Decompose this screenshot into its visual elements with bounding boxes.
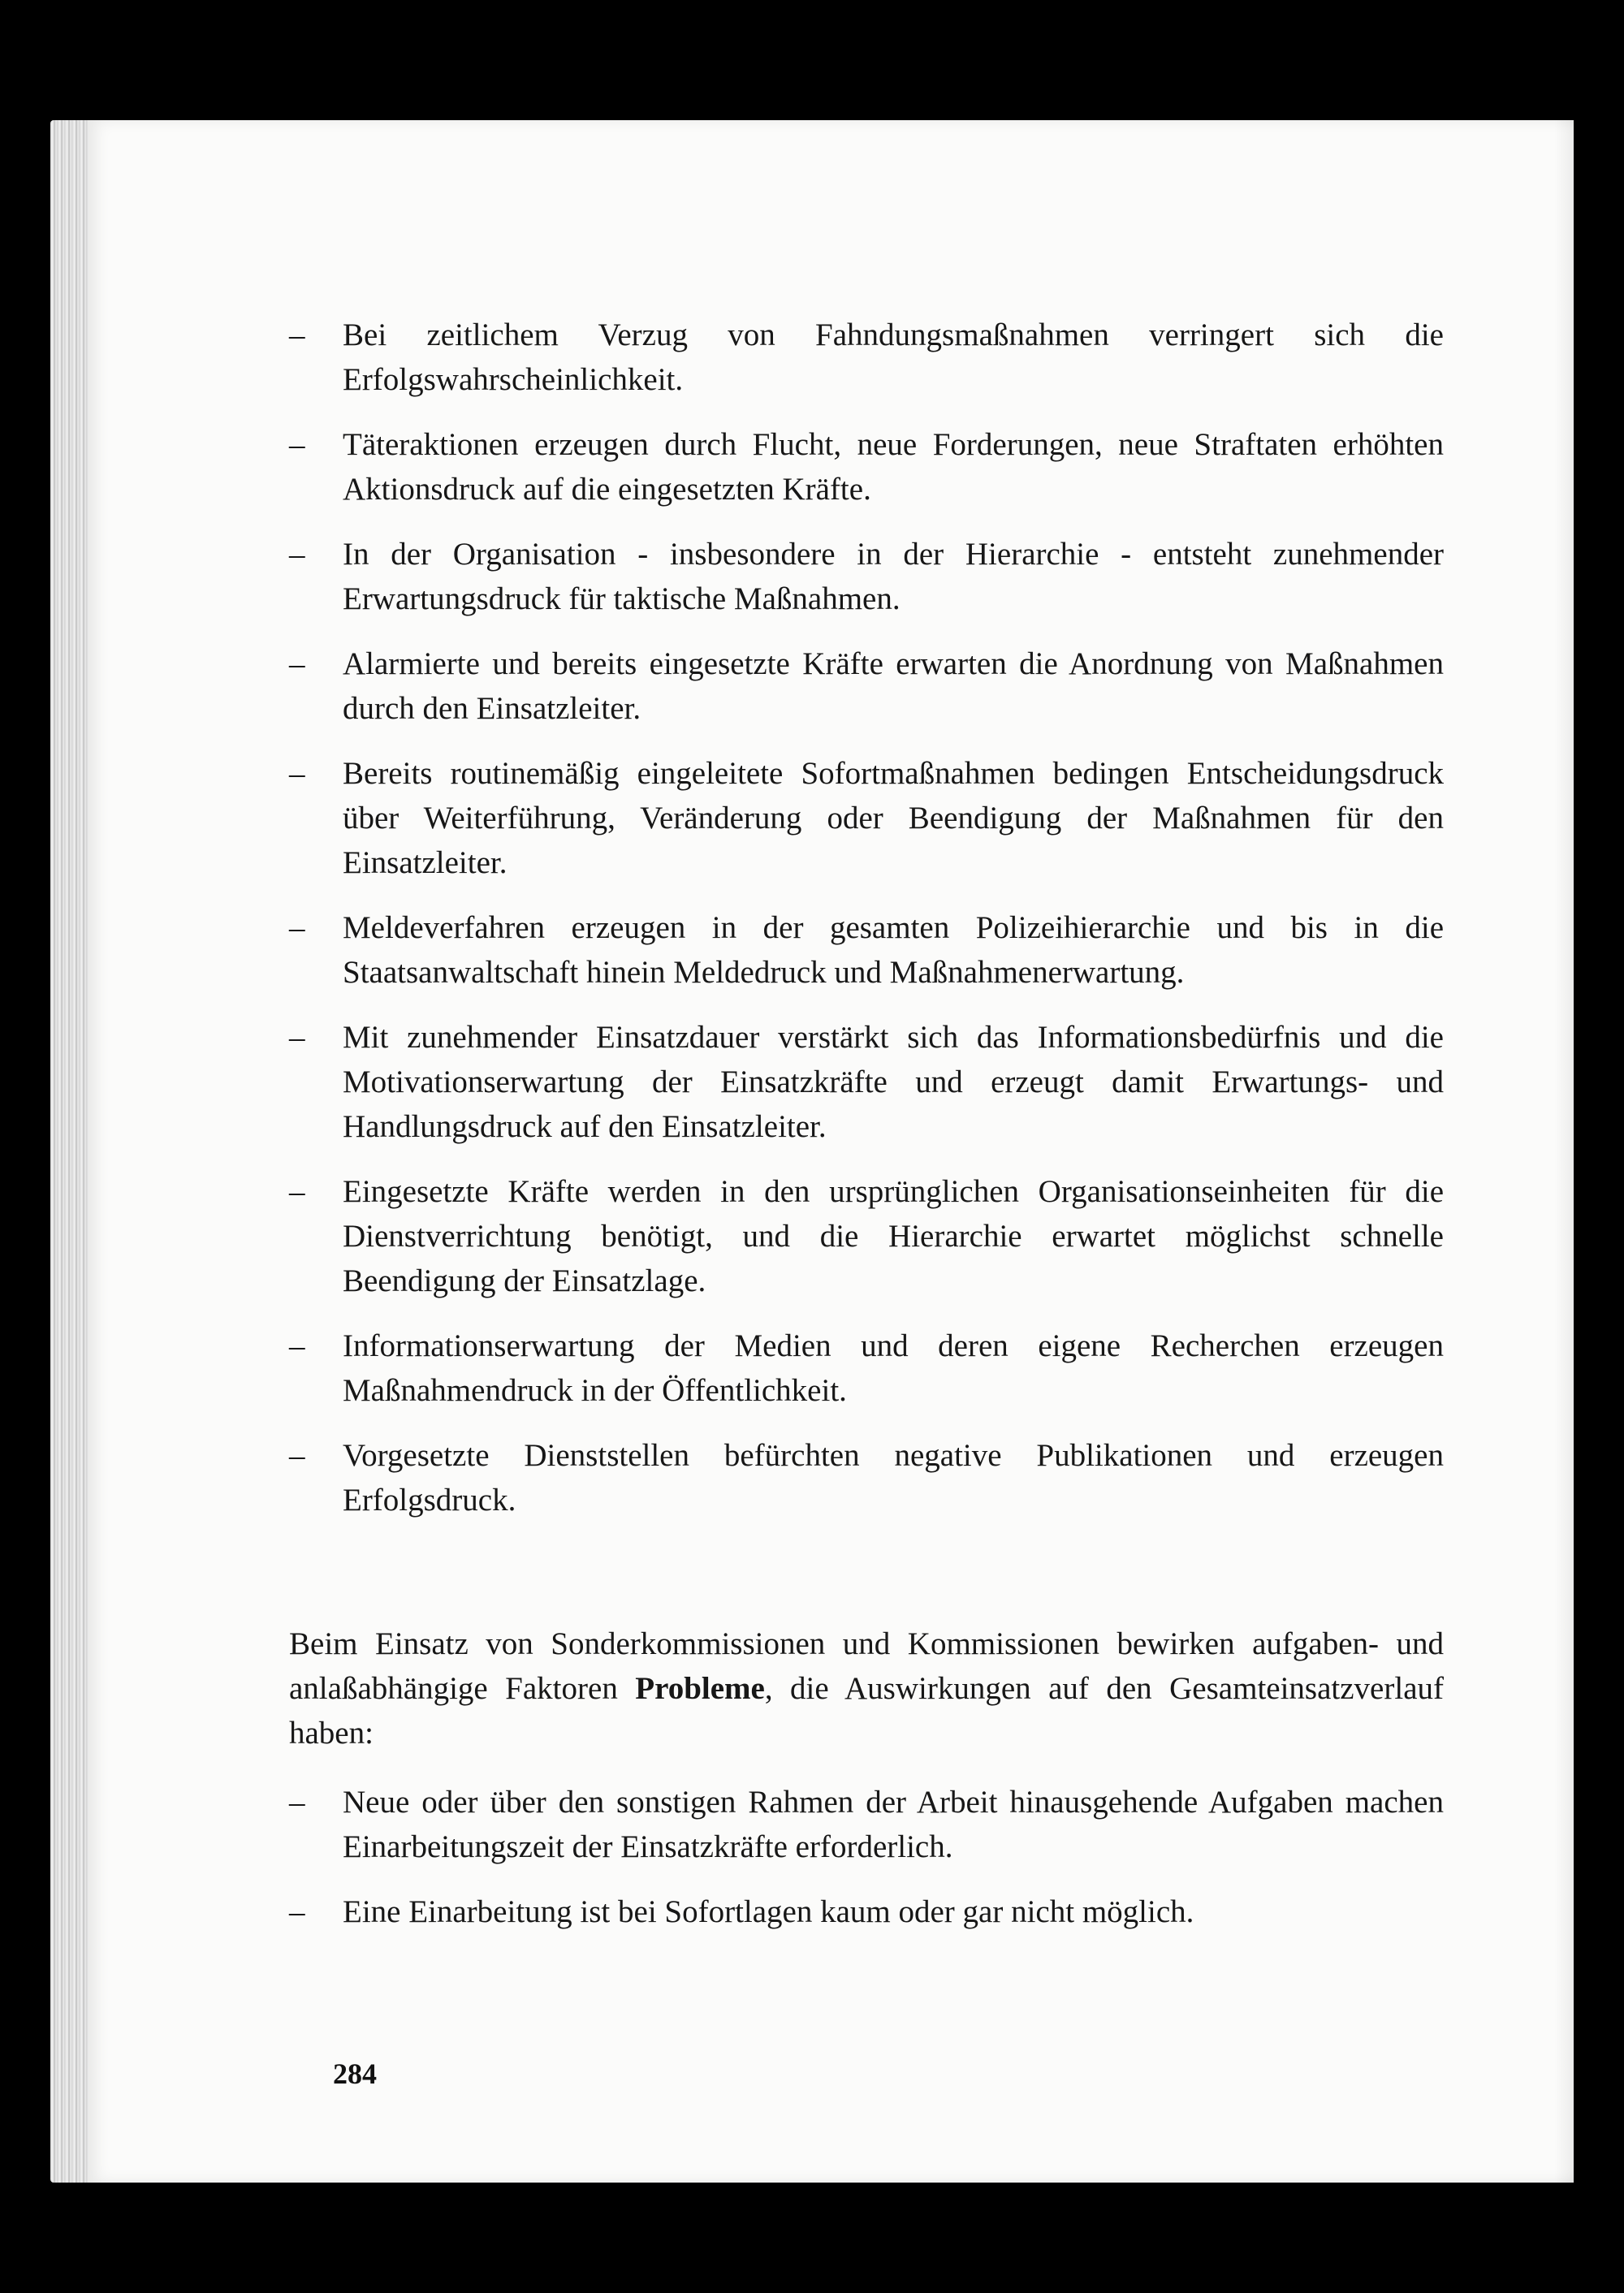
- bullet-text: Eine Einarbeitung ist bei Sofortlagen kaum oder gar nicht möglich.: [343, 1894, 1194, 1929]
- bullet-item: [289, 422, 1444, 512]
- bullet-dash: –: [289, 427, 305, 462]
- bullet-dash: –: [289, 537, 305, 572]
- bullet-item: [289, 1433, 1444, 1522]
- bullet-text: Vorgesetzte Dienststellen befürchten negative Publikationen und erzeugen Erfolgsdruck.: [343, 1438, 1444, 1518]
- bullet-dash: –: [289, 646, 305, 681]
- bullet-dash: –: [289, 910, 305, 945]
- top-bullet-list: [289, 313, 1444, 1522]
- paragraph-bold-term: Probleme: [635, 1671, 765, 1706]
- bullet-item: [289, 1889, 1444, 1934]
- bullet-item: [289, 905, 1444, 995]
- bullet-text: Täteraktionen erzeugen durch Flucht, neue Forderungen, neue Straftaten erhöhten Aktionsdruck auf die eingesetzten Kräfte.: [343, 427, 1444, 507]
- intro-paragraph: [289, 1622, 1444, 1755]
- bottom-bullet-list: [289, 1780, 1444, 1934]
- bullet-item: [289, 1015, 1444, 1149]
- bullet-item: [289, 641, 1444, 731]
- bullet-item: [289, 751, 1444, 885]
- bullet-text: Mit zunehmender Einsatzdauer verstärkt sich das Informationsbedürfnis und die Motivationserwartung der Einsatzkräfte und erzeugt damit Erwartungs- und Handlungsdruck auf den Einsatzleiter.: [343, 1020, 1444, 1144]
- page-text-block: [289, 313, 1444, 1954]
- bullet-dash: –: [289, 1020, 305, 1055]
- bullet-dash: –: [289, 1785, 305, 1820]
- bullet-item: [289, 313, 1444, 402]
- page-right-shadow: [1554, 120, 1574, 2183]
- paragraph-text-before: Beim Einsatz von Sonderkommissionen und Kommissionen bewirken aufgaben- und anlaßabhängige Faktoren: [289, 1626, 1444, 1706]
- bullet-item: [289, 532, 1444, 621]
- bullet-item: [289, 1169, 1444, 1303]
- bullet-dash: –: [289, 1328, 305, 1363]
- bullet-item: [289, 1780, 1444, 1869]
- bullet-text: Informationserwartung der Medien und deren eigene Recherchen erzeugen Maßnahmendruck in der Öffentlichkeit.: [343, 1328, 1444, 1408]
- bullet-dash: –: [289, 1438, 305, 1473]
- bullet-dash: –: [289, 1174, 305, 1209]
- bullet-dash: –: [289, 1894, 305, 1929]
- bullet-dash: –: [289, 756, 305, 791]
- bullet-item: [289, 1324, 1444, 1413]
- bullet-text: Neue oder über den sonstigen Rahmen der Arbeit hinausgehende Aufgaben machen Einarbeitungszeit der Einsatzkräfte erforderlich.: [343, 1785, 1444, 1864]
- page-number: 284: [333, 2058, 377, 2090]
- bullet-text: In der Organisation - insbesondere in der Hierarchie - entsteht zunehmender Erwartungsdruck für taktische Maßnahmen.: [343, 537, 1444, 616]
- bullet-text: Bereits routinemäßig eingeleitete Sofortmaßnahmen bedingen Entscheidungsdruck über Weiterführung, Veränderung oder Beendigung der Maßnahmen für den Einsatzleiter.: [343, 756, 1444, 880]
- bullet-text: Eingesetzte Kräfte werden in den ursprünglichen Organisationseinheiten für die Dienstverrichtung benötigt, und die Hierarchie erwartet möglichst schnelle Beendigung der Einsatzlage.: [343, 1174, 1444, 1298]
- bullet-text: Alarmierte und bereits eingesetzte Kräfte erwarten die Anordnung von Maßnahmen durch den Einsatzleiter.: [343, 646, 1444, 726]
- bullet-text: Bei zeitlichem Verzug von Fahndungsmaßnahmen verringert sich die Erfolgswahrscheinlichkeit.: [343, 317, 1444, 397]
- bullet-dash: –: [289, 317, 305, 352]
- bullet-text: Meldeverfahren erzeugen in der gesamten Polizeihierarchie und bis in die Staatsanwaltschaft hinein Meldedruck und Maßnahmenerwartung.: [343, 910, 1444, 990]
- paragraph-text-after: , die Auswirkungen auf den Gesamteinsatzverlauf haben:: [289, 1671, 1444, 1751]
